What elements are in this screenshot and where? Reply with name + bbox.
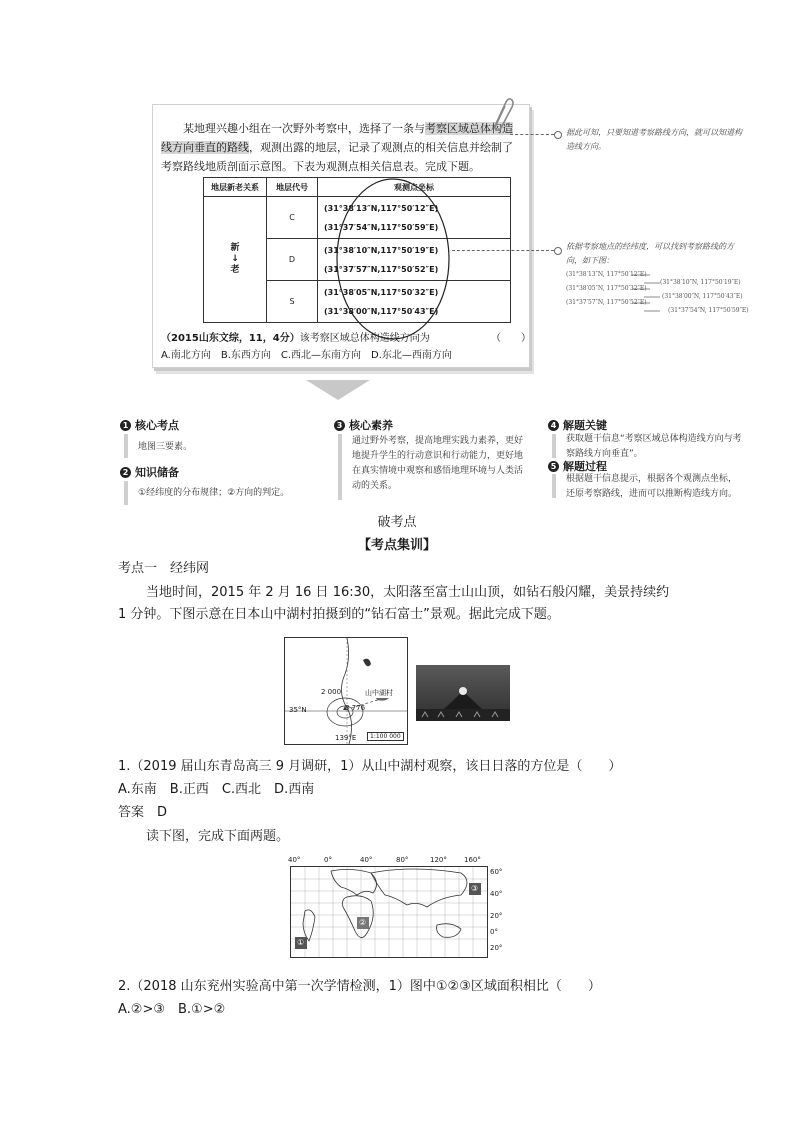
question-options: A.南北方向 B.东西方向 C.西北—东南方向 D.东北—西南方向 (161, 350, 452, 361)
topic-title: 考点一 经纬网 (118, 561, 210, 576)
lake-label: 山中湖村 (365, 689, 393, 697)
world-map-frame (290, 866, 488, 958)
lat-tick: 20° (490, 944, 503, 952)
lat-tick: 60° (490, 868, 503, 876)
core-point-body: 地图三要素。 (138, 442, 193, 452)
note-dot (554, 131, 562, 139)
layer-code: C (267, 197, 318, 239)
example-question-card (152, 104, 530, 368)
ellipse-annotation (333, 173, 453, 343)
lon-tick: 160° (464, 856, 481, 864)
peak-label: 3 776 (345, 704, 366, 712)
section-subheading: 【考点集训】 (357, 538, 436, 553)
lon-label: 139°E (335, 734, 357, 742)
lat-tick: 0° (490, 928, 498, 936)
contour-label: 2 000 (321, 688, 342, 696)
margin-note-2: 依据考察地点的经纬度，可以找到考察路线的方向，如下图： (566, 242, 734, 265)
lon-tick: 40° (288, 856, 301, 864)
diamond-fuji-photo (416, 665, 510, 721)
layer-code: D (267, 239, 318, 281)
layer-code: S (267, 281, 318, 323)
route-mini-point: (31°38′00″N, 117°50′43″E) (662, 293, 743, 300)
world-map (284, 856, 506, 964)
route-mini-point: (31°38′10″N, 117°50′19″E) (660, 279, 741, 286)
literacy-section: 3 核心素养 (334, 417, 534, 433)
literacy-body: 通过野外考察，提高地理实践力素养，更好地提升学生的行动意识和行动能力，更好地在真实情境中观察和感悟地理环境与人类活动的关系。 (352, 436, 524, 491)
table-header: 地层新老关系 (204, 178, 267, 197)
lat-tick: 20° (490, 912, 503, 920)
coord-cell: (31°38′10″N,117°50′19″E) (31°37′57″N,117°50′52″E) (318, 239, 511, 281)
paperclip-icon (486, 96, 514, 132)
route-arrows (630, 270, 670, 314)
table-header: 地层代号 (267, 178, 318, 197)
down-arrow-icon (306, 380, 370, 402)
lat-tick: 40° (490, 890, 503, 898)
route-mini-point: (31°38′05″N, 117°50′32″E) (566, 285, 647, 292)
question-2-options: A.②>③ B.①>② (118, 1002, 226, 1017)
process-body: 根据题干信息提示，根据各个观测点坐标，还原考察路线，进而可以推断构造线方向。 (566, 474, 738, 499)
knowledge-section: 2 知识储备 (120, 464, 320, 480)
paragraph-1: 当地时间，2015 年 2 月 16 日 16:30，太阳落至富士山山顶，如钻石般闪耀，美景持续约 1 分钟。下图示意在日本山中湖村拍摄到的“钻石富士”景观。据此完成下题。 (118, 585, 670, 622)
paragraph-2: 读下图，完成下面两题。 (146, 829, 290, 844)
note-dot (554, 247, 562, 255)
process-section: 5 解题过程 (548, 458, 748, 474)
question-line: （2015山东文综，11，4分）该考察区域总体构造线方向为 (161, 333, 430, 344)
key-body: 获取题干信息“考察区域总体构造线方向与考察路线方向垂直”。 (566, 434, 742, 459)
scale-label: 1:100 000 (367, 732, 404, 741)
route-mini-point: (31°37′54″N, 117°50′59″E) (668, 307, 749, 314)
section-heading: 破考点 (377, 515, 417, 530)
coord-cell: (31°38′13″N,117°50′12″E) (31°37′54″N,117°50′59″E) (318, 197, 511, 239)
lon-tick: 120° (430, 856, 447, 864)
note-connector (510, 134, 554, 135)
lat-label: 35°N (289, 706, 307, 714)
answer-paren: （ ） (491, 333, 531, 344)
key-section: 4 解题关键 (548, 417, 748, 433)
coord-cell: (31°38′05″N,117°50′32″E) (31°38′00″N,117°50′43″E) (318, 281, 511, 323)
note-connector (452, 250, 554, 251)
highlighted-phrase: 考察区域总体构造线方向垂直的路线 (161, 122, 513, 154)
lon-tick: 40° (360, 856, 373, 864)
knowledge-body: ①经纬度的分布规律；②方向的判定。 (138, 488, 290, 498)
answer: 答案 D (118, 805, 168, 820)
route-mini-point: (31°37′57″N, 117°50′52″E) (566, 299, 647, 306)
region-1-label: ① (297, 938, 305, 947)
fuji-map (284, 637, 408, 745)
region-3-label: ③ (471, 884, 479, 893)
intro-paragraph: 某地理兴趣小组在一次野外考察中，选择了一条与考察区域总体构造线方向垂直的路线，观测出露的地层，记录了观测点的相关信息并绘制了考察路线地质剖面示意图。下表为观测点相关信息表。完成下题。 (161, 122, 513, 173)
route-mini-point: (31°38′13″N, 117°50′12″E) (566, 271, 647, 278)
question-1-options: A.东南 B.正西 C.西北 D.西南 (118, 782, 315, 797)
question-1: 1.（2019 届山东青岛高三 9 月调研，1）从山中湖村观察，该日日落的方位是（ ） (118, 759, 622, 774)
question-2: 2.（2018 山东兖州实验高中第一次学情检测，1）图中①②③区域面积相比（ ） (118, 979, 601, 994)
region-2-label: ② (359, 918, 367, 927)
new-old-cell: 新 ↓ 老 (204, 197, 267, 323)
margin-note-1: 据此可知，只要知道考察路线方向，就可以知道构造线方向。 (566, 128, 742, 151)
core-point-section: 1 核心考点 (120, 417, 320, 433)
lon-tick: 0° (324, 856, 332, 864)
lon-tick: 80° (396, 856, 409, 864)
table-header: 观测点坐标 (318, 178, 511, 197)
